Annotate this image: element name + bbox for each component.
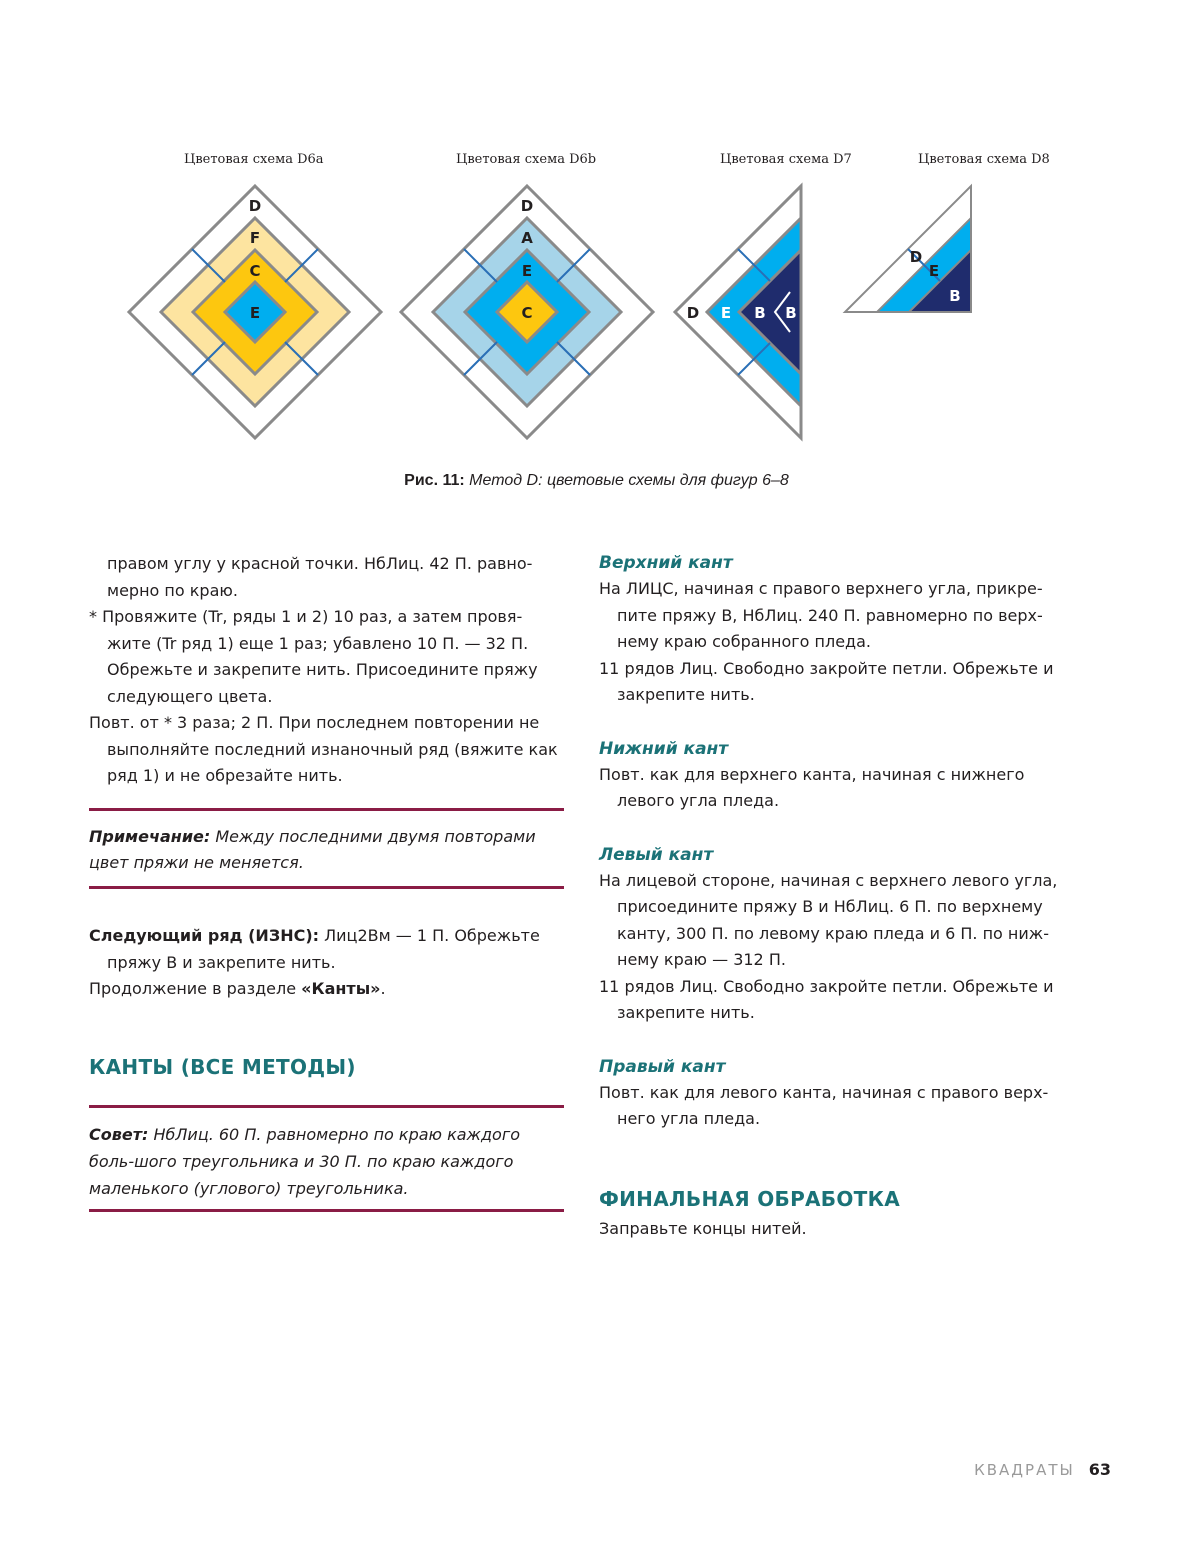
page-number: 63 — [1088, 1460, 1111, 1479]
tip-text: НбЛиц. 60 П. равномерно по краю каждого боль-шого треугольника и 30 П. по краю каждого маленького (углового) треугольника. — [89, 1125, 521, 1198]
continue-link: «Канты» — [301, 979, 381, 998]
subheading-bottom-edge: Нижний кант — [599, 738, 729, 759]
page-footer — [974, 1460, 1111, 1479]
label-d7-3: B — [754, 304, 766, 322]
caption-label: Рис. 11: — [404, 472, 465, 489]
paragraph-top-2: 11 рядов Лиц. Свободно закройте петли. Обрежьте и закрепите нить. — [599, 658, 1054, 704]
section-heading-finishing: ФИНАЛЬНАЯ ОБРАБОТКА — [599, 1187, 901, 1211]
divider — [89, 808, 564, 811]
tip-box — [89, 1121, 564, 1202]
divider — [89, 886, 564, 889]
finishing-block — [599, 1216, 1069, 1243]
next-row-block — [89, 923, 564, 1003]
running-header: КВАДРАТЫ — [974, 1461, 1075, 1479]
figure-caption — [0, 472, 1193, 490]
next-row-label: Следующий ряд (ИЗНС): — [89, 926, 320, 945]
diagram-title-d6b: Цветовая схема D6b — [456, 152, 597, 167]
label-d6a-3: C — [249, 262, 261, 280]
paragraph-bottom-1: Повт. как для верхнего канта, начиная с нижнего левого угла пледа. — [599, 764, 1025, 810]
label-d7-1: D — [686, 304, 700, 322]
label-d6b-1: D — [520, 197, 534, 215]
left-column — [89, 551, 564, 790]
label-d6a-2: F — [249, 229, 261, 247]
label-d7-2: E — [720, 304, 732, 322]
note-box — [89, 824, 549, 876]
subheading-left-edge: Левый кант — [599, 844, 714, 865]
label-d6a-1: D — [248, 197, 262, 215]
label-d7-4: B — [785, 304, 797, 322]
divider — [89, 1209, 564, 1212]
divider — [89, 1105, 564, 1108]
tip-label: Совет: — [89, 1125, 149, 1144]
label-d6b-4: C — [521, 304, 533, 322]
paragraph-continuation: правом углу у красной точки. НбЛиц. 42 П. равно-мерно по краю. — [107, 554, 533, 600]
note-label: Примечание: — [89, 827, 211, 846]
paragraph-right-1: Повт. как для левого канта, начиная с правого верх-него угла пледа. — [599, 1082, 1049, 1128]
continue-end: . — [380, 979, 386, 998]
paragraph-top-1: На ЛИЦС, начиная с правого верхнего угла, прикре-пите пряжу B, НбЛиц. 240 П. равномерно по верх-нему краю собранного пледа. — [599, 579, 1043, 651]
paragraph-finishing: Заправьте концы нитей. — [599, 1219, 807, 1238]
label-d8-3: B — [949, 287, 961, 305]
note-text: Между последними двумя повторами цвет пряжи не меняется. — [89, 827, 536, 872]
label-d8-2: E — [928, 262, 940, 280]
diagram-title-d7: Цветовая схема D7 — [720, 152, 852, 167]
right-column — [599, 550, 1069, 1133]
subheading-right-edge: Правый кант — [599, 1056, 726, 1077]
label-d6a-4: E — [249, 304, 261, 322]
paragraph-left-1: На лицевой стороне, начиная с верхнего левого угла, присоедините пряжу B и НбЛиц. 6 П. по верхнему канту, 300 П. по левому краю пледа и 6 П. по ниж-нему краю — 312 П. — [599, 870, 1058, 969]
continue-text: Продолжение в разделе — [89, 979, 302, 998]
section-heading-edges: КАНТЫ (ВСЕ МЕТОДЫ) — [89, 1055, 356, 1079]
paragraph-left-2: 11 рядов Лиц. Свободно закройте петли. Обрежьте и закрепите нить. — [599, 976, 1054, 1022]
diagram-title-d6a: Цветовая схема D6a — [184, 152, 324, 167]
label-d6b-3: E — [521, 262, 533, 280]
label-d6b-2: A — [521, 229, 533, 247]
color-scheme-diagrams — [0, 0, 1193, 470]
next-row-text: Лиц2Вм — 1 П. Обрежьте пряжу B и закрепите нить. — [107, 926, 540, 972]
caption-text: Метод D: цветовые схемы для фигур 6–8 — [469, 472, 789, 489]
paragraph-repeat-count: Повт. от * 3 раза; 2 П. При последнем повторении не выполняйте последний изнаночный ряд (вяжите как ряд 1) и не обрезайте нить. — [89, 713, 558, 785]
diagram-title-d8: Цветовая схема D8 — [918, 152, 1050, 167]
paragraph-repeat: * Провяжите (Tr, ряды 1 и 2) 10 раз, а затем провя-жите (Tr ряд 1) еще 1 раз; убавлено 10 П. — 32 П. Обрежьте и закрепите нить. Присоедините пряжу следующего цвета. — [89, 607, 538, 706]
label-d8-1: D — [909, 248, 923, 266]
subheading-top-edge: Верхний кант — [599, 553, 733, 573]
